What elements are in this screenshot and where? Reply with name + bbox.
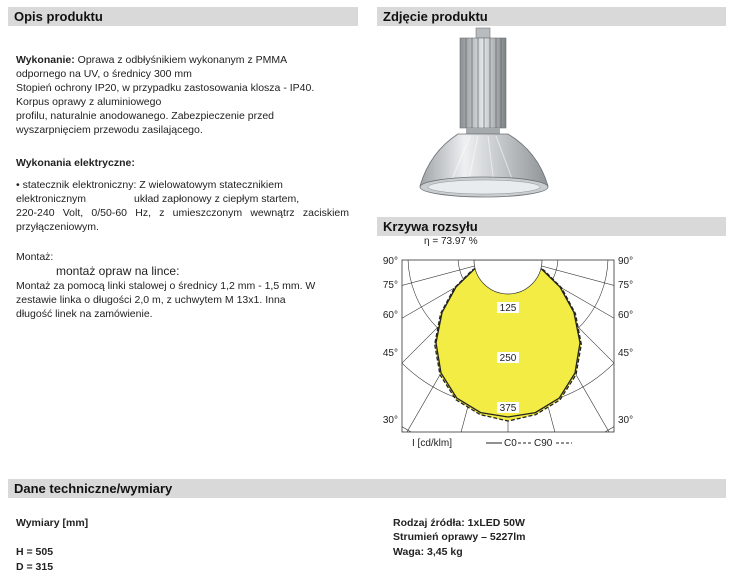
- radial-label: 250: [499, 353, 517, 364]
- elektryczne-label: Wykonania elektryczne:: [16, 157, 135, 169]
- description-line: profilu, naturalnie anodowanego. Zabezpieczenie przed: [16, 110, 275, 122]
- angle-label-left: 60°: [382, 310, 398, 321]
- section-header-dane: Dane techniczne/wymiary: [8, 479, 726, 498]
- montaz-line: Montaż za pomocą linki stalowej o średnicy 1,2 mm - 1,5 mm. W: [16, 280, 316, 292]
- angle-label-left: 90°: [382, 256, 398, 267]
- description-line: wyszarpnięciem przewodu zasilającego.: [16, 124, 203, 136]
- angle-label-right: 75°: [618, 280, 634, 291]
- description-line: odpornego na UV, o średnicy 300 mm: [16, 68, 192, 80]
- wykonanie-label: Wykonanie:: [16, 54, 75, 66]
- electrical-block: [16, 178, 349, 234]
- electrical-line: 220-240 Volt, 0/50-60 Hz, z umieszczonym wewnątrz zaciskiem: [16, 207, 349, 219]
- radial-label: 125: [499, 303, 517, 314]
- spec-waga: Waga: 3,45 kg: [393, 546, 463, 558]
- montaz-line: długość linek na zamówienie.: [16, 308, 153, 320]
- angle-label-left: 30°: [382, 415, 398, 426]
- radial-label: 375: [499, 403, 517, 414]
- montaz-label: Montaż:: [16, 251, 54, 263]
- section-header-krzywa: Krzywa rozsyłu: [377, 217, 726, 236]
- spec-zrodlo: Rodzaj źródła: 1xLED 50W: [393, 517, 525, 529]
- section-header-opis: Opis produktu: [8, 7, 358, 26]
- wymiary-label: Wymiary [mm]: [16, 517, 89, 529]
- angle-label-right: 60°: [618, 310, 634, 321]
- spec-strumien: Strumień oprawy – 5227lm: [393, 531, 526, 543]
- angle-label-right: 45°: [618, 348, 634, 359]
- angle-label-left: 45°: [382, 348, 398, 359]
- electrical-line: przyłączeniowym.: [16, 221, 99, 233]
- electrical-line-b: układ zapłonowy z ciepłym startem,: [134, 193, 300, 205]
- efficiency-label: η = 73.97 %: [424, 236, 478, 247]
- montaz-subtitle: montaż opraw na lince:: [56, 264, 180, 278]
- unit-label: I [cd/klm]: [412, 438, 453, 449]
- angle-label-right: 30°: [618, 415, 634, 426]
- electrical-line: • statecznik elektroniczny: Z wielowatowym statecznikiem: [16, 179, 283, 191]
- legend-c0: C0: [504, 438, 517, 449]
- montaz-block: [16, 279, 356, 321]
- electrical-line-a: elektronicznym: [16, 193, 87, 205]
- wykonanie-text: Oprawa z odbłyśnikiem wykonanym z PMMA: [74, 54, 288, 66]
- electrical-line: [16, 192, 349, 206]
- description-line: Stopień ochrony IP20, w przypadku zastosowania klosza - IP40.: [16, 82, 315, 94]
- dimension-h: H = 505: [16, 546, 54, 558]
- section-header-zdjecie: Zdjęcie produktu: [377, 7, 726, 26]
- wykonanie-line: [16, 53, 356, 67]
- polar-chart: [382, 232, 634, 452]
- montaz-line: zestawie linka o długości 2,0 m, z uchwytem M 13x1. Inna: [16, 294, 286, 306]
- legend-c90: C90: [534, 438, 553, 449]
- product-photo: [410, 28, 560, 206]
- description-line: Korpus oprawy z aluminiowego: [16, 96, 162, 108]
- angle-label-right: 90°: [618, 256, 634, 267]
- angle-label-left: 75°: [382, 280, 398, 291]
- description-block: [16, 53, 356, 137]
- dimension-d: D = 315: [16, 561, 54, 573]
